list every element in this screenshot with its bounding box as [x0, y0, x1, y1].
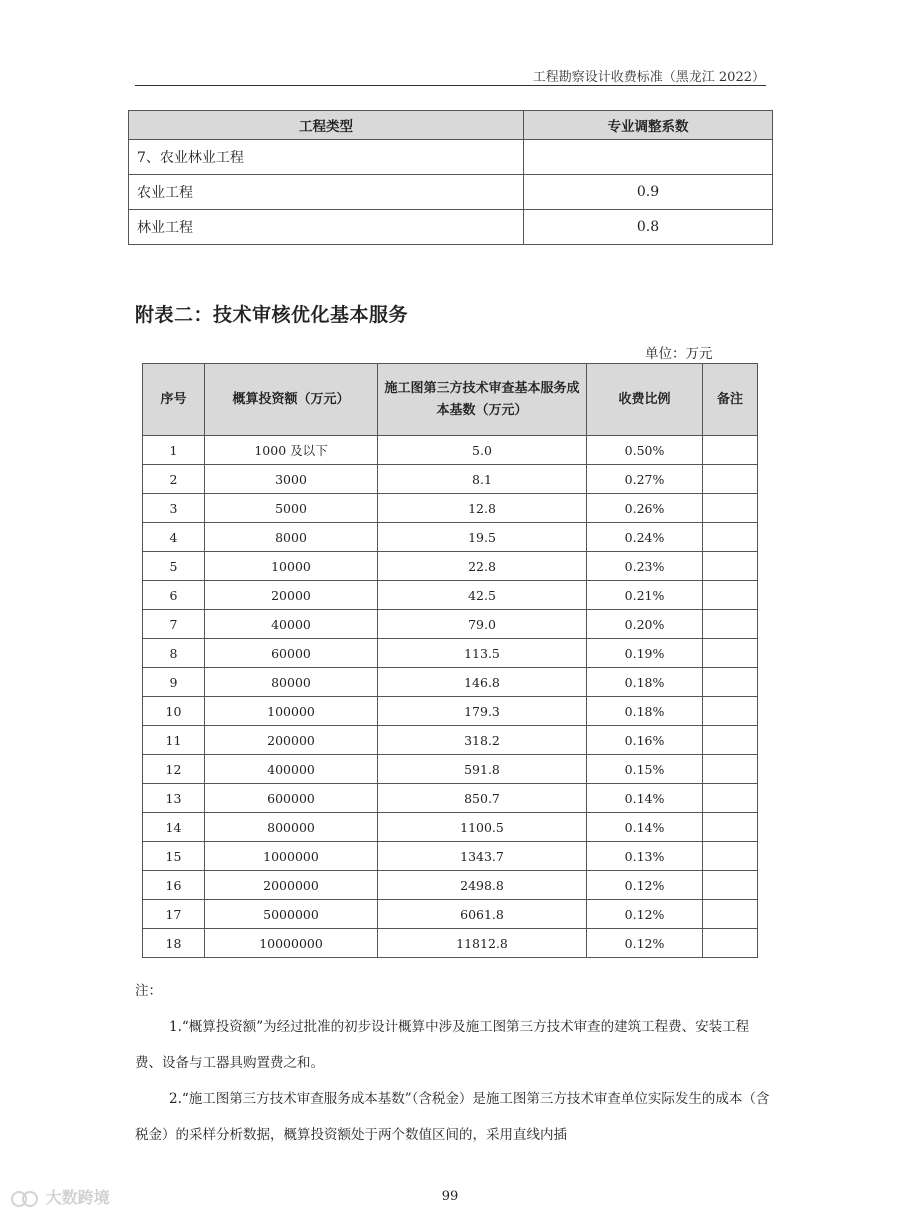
column-header: 备注 [703, 364, 758, 436]
section-title: 附表二：技术审核优化基本服务 [135, 304, 409, 326]
investment-cell: 10000000 [205, 929, 378, 958]
fee-rate-cell: 0.14% [587, 813, 703, 842]
notes-label: 注： [135, 983, 162, 999]
index-cell: 14 [143, 813, 205, 842]
table-row [143, 494, 758, 523]
fee-rate-cell: 0.23% [587, 552, 703, 581]
base-cost-cell: 1100.5 [378, 813, 587, 842]
table-header-row [129, 111, 773, 140]
fee-rate-cell: 0.20% [587, 610, 703, 639]
base-cost-cell: 591.8 [378, 755, 587, 784]
column-header: 专业调整系数 [524, 111, 773, 140]
base-cost-cell: 8.1 [378, 465, 587, 494]
table-row [143, 755, 758, 784]
base-cost-cell: 42.5 [378, 581, 587, 610]
remark-cell [703, 436, 758, 465]
index-cell: 9 [143, 668, 205, 697]
index-cell: 5 [143, 552, 205, 581]
index-cell: 12 [143, 755, 205, 784]
remark-cell [703, 610, 758, 639]
note-item: 2.“施工图第三方技术审查服务成本基数”（含税金）是施工图第三方技术审查单位实际发生的成本（含税金）的采样分析数据，概算投资额处于两个数值区间的，采用直线内插 [135, 1091, 770, 1143]
notes [135, 973, 770, 1153]
investment-cell: 200000 [205, 726, 378, 755]
base-cost-cell: 79.0 [378, 610, 587, 639]
base-cost-cell: 179.3 [378, 697, 587, 726]
unit-label: 单位：万元 [645, 346, 713, 362]
table-row [143, 668, 758, 697]
index-cell: 1 [143, 436, 205, 465]
base-cost-cell: 6061.8 [378, 900, 587, 929]
base-cost-cell: 5.0 [378, 436, 587, 465]
table-row [143, 813, 758, 842]
fee-rate-cell: 0.19% [587, 639, 703, 668]
investment-cell: 1000 及以下 [205, 436, 378, 465]
table-row [143, 784, 758, 813]
investment-cell: 5000000 [205, 900, 378, 929]
table-row [143, 900, 758, 929]
table-row [143, 842, 758, 871]
table-row [143, 697, 758, 726]
table-row [143, 639, 758, 668]
investment-cell: 100000 [205, 697, 378, 726]
column-header: 工程类型 [129, 111, 524, 140]
base-cost-cell: 1343.7 [378, 842, 587, 871]
table-row [143, 929, 758, 958]
base-cost-cell: 22.8 [378, 552, 587, 581]
table-row [143, 552, 758, 581]
index-cell: 18 [143, 929, 205, 958]
table-row [129, 210, 773, 245]
watermark-text: 大数跨境 [45, 1188, 110, 1207]
investment-cell: 3000 [205, 465, 378, 494]
index-cell: 11 [143, 726, 205, 755]
remark-cell [703, 639, 758, 668]
base-cost-cell: 113.5 [378, 639, 587, 668]
remark-cell [703, 726, 758, 755]
remark-cell [703, 929, 758, 958]
adjustment-coefficient-table [128, 110, 773, 245]
project-type-cell: 林业工程 [129, 210, 524, 245]
fee-rate-cell: 0.12% [587, 929, 703, 958]
header-rule [135, 85, 766, 86]
fee-rate-cell: 0.12% [587, 871, 703, 900]
investment-cell: 10000 [205, 552, 378, 581]
fee-rate-cell: 0.13% [587, 842, 703, 871]
investment-cell: 40000 [205, 610, 378, 639]
fee-rate-cell: 0.14% [587, 784, 703, 813]
fee-rate-cell: 0.24% [587, 523, 703, 552]
fee-rate-cell: 0.27% [587, 465, 703, 494]
remark-cell [703, 494, 758, 523]
index-cell: 15 [143, 842, 205, 871]
running-header: 工程勘察设计收费标准（黑龙江 2022） [532, 70, 765, 85]
index-cell: 6 [143, 581, 205, 610]
remark-cell [703, 900, 758, 929]
watermark-logo-icon [10, 1189, 40, 1209]
table-row [143, 523, 758, 552]
table-row [143, 871, 758, 900]
remark-cell [703, 842, 758, 871]
note-item: 1.“概算投资额”为经过批准的初步设计概算中涉及施工图第三方技术审查的建筑工程费、安装工程费、设备与工器具购置费之和。 [135, 1019, 750, 1071]
investment-cell: 20000 [205, 581, 378, 610]
column-header: 施工图第三方技术审查基本服务成本基数（万元） [378, 364, 587, 436]
remark-cell [703, 523, 758, 552]
review-fee-table [142, 363, 758, 958]
column-header: 收费比例 [587, 364, 703, 436]
index-cell: 16 [143, 871, 205, 900]
table-row [143, 465, 758, 494]
table-row [129, 175, 773, 210]
index-cell: 13 [143, 784, 205, 813]
remark-cell [703, 552, 758, 581]
investment-cell: 600000 [205, 784, 378, 813]
table-row [143, 726, 758, 755]
column-header: 序号 [143, 364, 205, 436]
index-cell: 7 [143, 610, 205, 639]
index-cell: 10 [143, 697, 205, 726]
remark-cell [703, 755, 758, 784]
investment-cell: 1000000 [205, 842, 378, 871]
fee-rate-cell: 0.12% [587, 900, 703, 929]
table-row [129, 140, 773, 175]
base-cost-cell: 146.8 [378, 668, 587, 697]
project-type-cell: 农业工程 [129, 175, 524, 210]
fee-rate-cell: 0.26% [587, 494, 703, 523]
table-header-row [143, 364, 758, 436]
index-cell: 2 [143, 465, 205, 494]
table-row [143, 436, 758, 465]
remark-cell [703, 465, 758, 494]
investment-cell: 60000 [205, 639, 378, 668]
investment-cell: 5000 [205, 494, 378, 523]
remark-cell [703, 871, 758, 900]
watermark [10, 1185, 110, 1209]
index-cell: 4 [143, 523, 205, 552]
remark-cell [703, 697, 758, 726]
fee-rate-cell: 0.18% [587, 668, 703, 697]
investment-cell: 400000 [205, 755, 378, 784]
investment-cell: 80000 [205, 668, 378, 697]
base-cost-cell: 850.7 [378, 784, 587, 813]
remark-cell [703, 581, 758, 610]
fee-rate-cell: 0.21% [587, 581, 703, 610]
table-row [143, 610, 758, 639]
base-cost-cell: 2498.8 [378, 871, 587, 900]
fee-rate-cell: 0.18% [587, 697, 703, 726]
coefficient-cell [524, 140, 773, 175]
index-cell: 17 [143, 900, 205, 929]
base-cost-cell: 318.2 [378, 726, 587, 755]
column-header: 概算投资额（万元） [205, 364, 378, 436]
base-cost-cell: 12.8 [378, 494, 587, 523]
fee-rate-cell: 0.50% [587, 436, 703, 465]
remark-cell [703, 813, 758, 842]
fee-rate-cell: 0.15% [587, 755, 703, 784]
page-number: 99 [441, 1189, 459, 1204]
investment-cell: 800000 [205, 813, 378, 842]
investment-cell: 2000000 [205, 871, 378, 900]
coefficient-cell: 0.9 [524, 175, 773, 210]
remark-cell [703, 784, 758, 813]
index-cell: 8 [143, 639, 205, 668]
investment-cell: 8000 [205, 523, 378, 552]
remark-cell [703, 668, 758, 697]
project-type-cell: 7、农业林业工程 [129, 140, 524, 175]
base-cost-cell: 11812.8 [378, 929, 587, 958]
table-row [143, 581, 758, 610]
base-cost-cell: 19.5 [378, 523, 587, 552]
coefficient-cell: 0.8 [524, 210, 773, 245]
fee-rate-cell: 0.16% [587, 726, 703, 755]
index-cell: 3 [143, 494, 205, 523]
